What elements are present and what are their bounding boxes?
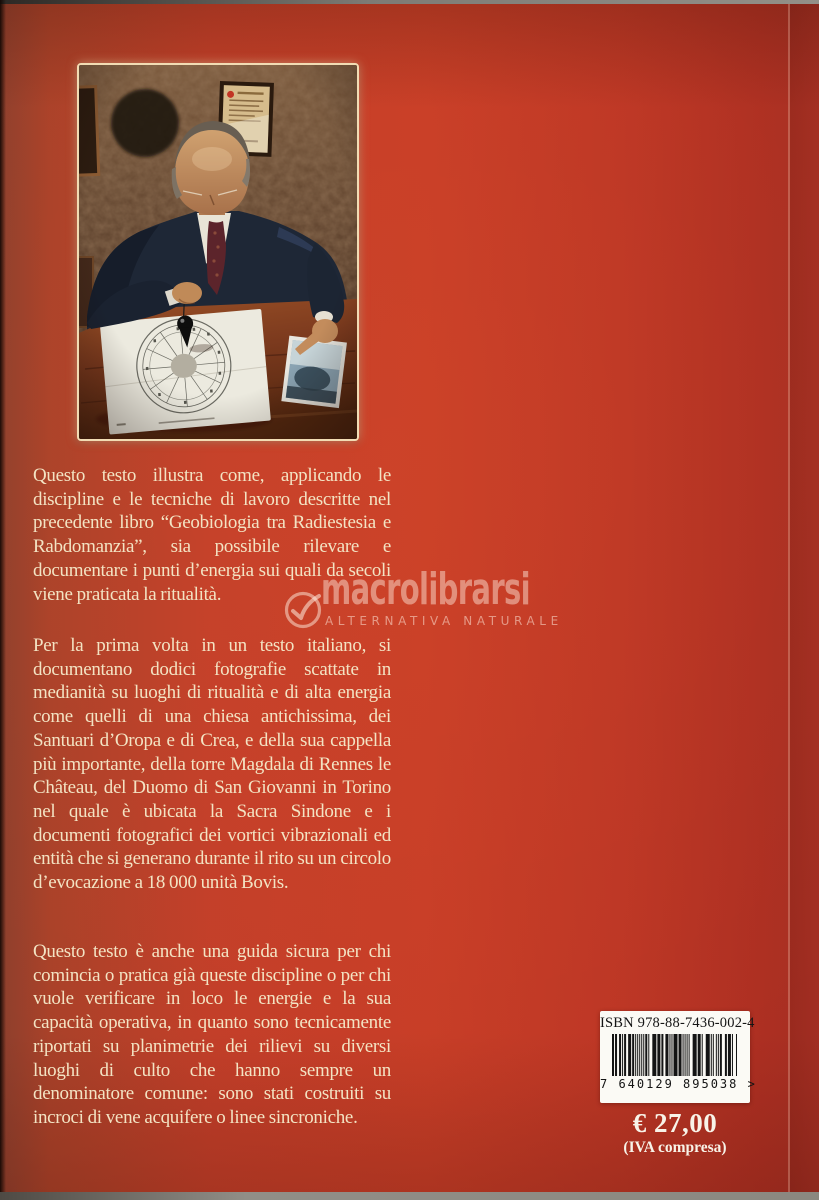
author-photo — [77, 63, 359, 441]
bottom-edge-shadow — [0, 1192, 819, 1200]
top-edge-shadow — [0, 0, 819, 4]
blurb-paragraph-3: Questo testo è anche una guida sicura per chi comincia o pratica già queste discipline o per chi vuole verificare in loco le energie e la sua capacità operativa, in quanto sono tecnicamente riportati su planimetrie dei rilievi su diversi luoghi di culto che hanno sempre un denominatore comune: sono stati costruiti su incroci di vene acquifere o linee sincroniche. — [33, 941, 391, 1128]
price-amount: € 27,00 — [632, 1108, 718, 1138]
cover-edge-highlight — [788, 4, 790, 1192]
price-block — [595, 1108, 755, 1157]
watermark-brand: macrolibrarsi — [321, 564, 530, 615]
blurb-paragraph-2: Per la prima volta in un testo italiano, si documentano dodici fotografie scattate in medianità su luoghi di ritualità e di alta energia come quelli di una chiesa antichissima, dei Santuari d’Oropa e di Crea, e della sua cappella più importante, della torre Magdala di Rennes le Château, del Duomo di San Giovanni in Torino nel quale è ubicata la Sacra Sindone e i documenti fotografici dei vortici vibrazionali ed entità che si generano durante il rito su un circolo d’evocazione a 18 000 unità Bovis. — [33, 635, 391, 894]
right-page-shade — [790, 4, 819, 1192]
blurb-paragraph-1: Questo testo illustra come, applicando le discipline e le tecniche di lavoro descritte nel precedente libro “Geobiologia tra Radiestesia e Rabdomanzia”, sia possibile rilevare e documentare i punti d’energia sui quali da secoli viene praticata la ritualità. — [33, 465, 391, 605]
isbn-label: ISBN 978-88-7436-002-4 — [600, 1015, 755, 1031]
ean-digits: 7 640129 895038 > — [600, 1077, 757, 1091]
left-edge-shadow — [0, 0, 6, 1200]
ean-barcode — [612, 1034, 738, 1076]
price-vat-note: (IVA compresa) — [623, 1139, 727, 1156]
watermark-tagline: ALTERNATIVA NATURALE — [325, 614, 563, 628]
barcode-panel — [600, 1011, 757, 1103]
